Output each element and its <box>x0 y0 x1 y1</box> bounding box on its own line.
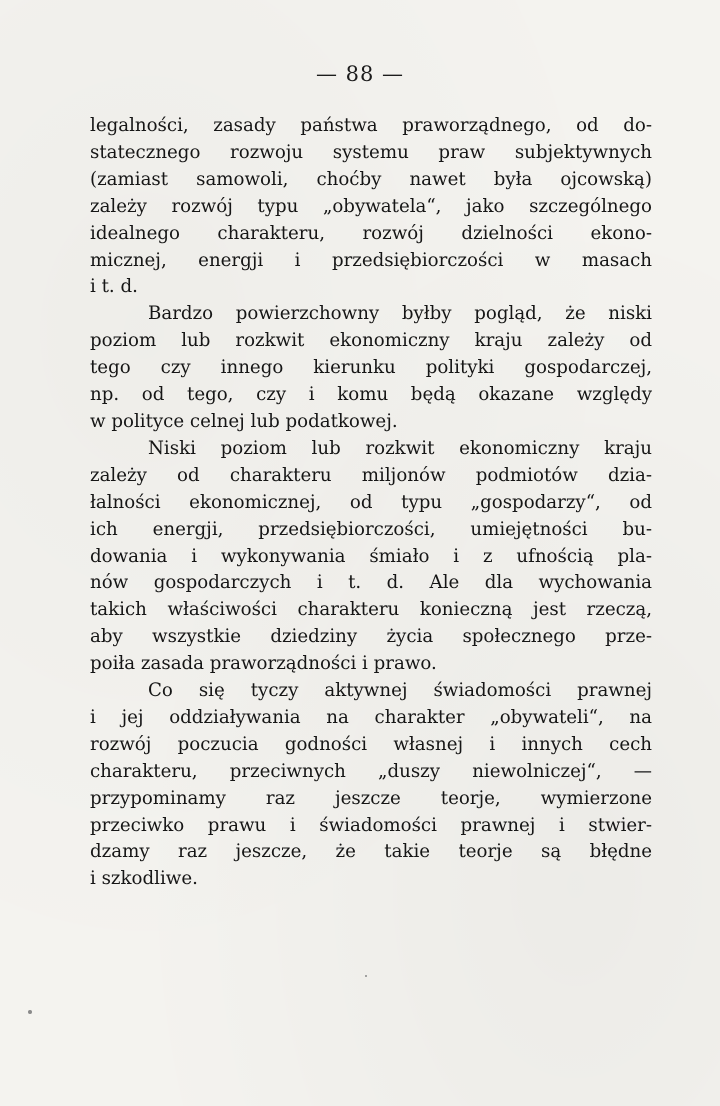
text-line: rozwój poczucia godności własnej i innych cech <box>90 733 652 755</box>
scan-speck <box>365 975 367 977</box>
text-line: przeciwko prawu i świadomości prawnej i stwier- <box>90 814 652 836</box>
text-line: ich energji, przedsiębiorczości, umiejętności bu- <box>90 518 652 540</box>
text-line: i szkodliwe. <box>90 868 198 890</box>
text-line: tego czy innego kierunku polityki gospodarczej, <box>90 357 652 379</box>
text-line: micznej, energji i przedsiębiorczości w masach <box>90 249 652 271</box>
text-line: i t. d. <box>90 276 138 298</box>
page-number: — 88 — <box>315 62 405 86</box>
text-line: aby wszystkie dziedziny życia społecznego prze- <box>90 626 652 648</box>
text-line: nów gospodarczych i t. d. Ale dla wychowania <box>90 572 652 594</box>
paragraph-first-line: Co się tyczy aktywnej świadomości prawnej <box>148 680 652 702</box>
paragraph-first-line: Bardzo powierzchowny byłby pogląd, że niski <box>148 303 652 325</box>
text-line: zależy od charakteru miljonów podmiotów dzia- <box>90 464 652 486</box>
paragraph-first-line: Niski poziom lub rozkwit ekonomiczny kraju <box>148 437 652 459</box>
scan-speck <box>28 1010 32 1014</box>
text-line: idealnego charakteru, rozwój dzielności ekono- <box>90 222 652 244</box>
text-line: zależy rozwój typu „obywatela“, jako szczególnego <box>90 195 652 217</box>
text-line: poziom lub rozkwit ekonomiczny kraju zależy od <box>90 330 652 352</box>
text-line: statecznego rozwoju systemu praw subjektywnych <box>90 141 652 163</box>
text-line: dzamy raz jeszcze, że takie teorje są błędne <box>90 841 652 863</box>
text-line: np. od tego, czy i komu będą okazane względy <box>90 384 652 406</box>
text-line: takich właściwości charakteru konieczną jest rzeczą, <box>90 599 652 621</box>
text-line: poiła zasada praworządności i prawo. <box>90 653 437 675</box>
text-line: w polityce celnej lub podatkowej. <box>90 410 398 432</box>
text-line: łalności ekonomicznej, od typu „gospodarzy“, od <box>90 491 652 513</box>
text-line: charakteru, przeciwnych „duszy niewolniczej“, — <box>90 760 652 782</box>
text-line: dowania i wykonywania śmiało i z ufnością pla- <box>90 545 652 567</box>
body-text <box>90 113 652 893</box>
text-line: (zamiast samowoli, choćby nawet była ojcowską) <box>90 168 652 190</box>
text-line: przypominamy raz jeszcze teorje, wymierzone <box>90 787 652 809</box>
text-line: legalności, zasady państwa praworządnego, od do- <box>90 115 652 136</box>
text-line: i jej oddziaływania na charakter „obywateli“, na <box>90 706 652 728</box>
